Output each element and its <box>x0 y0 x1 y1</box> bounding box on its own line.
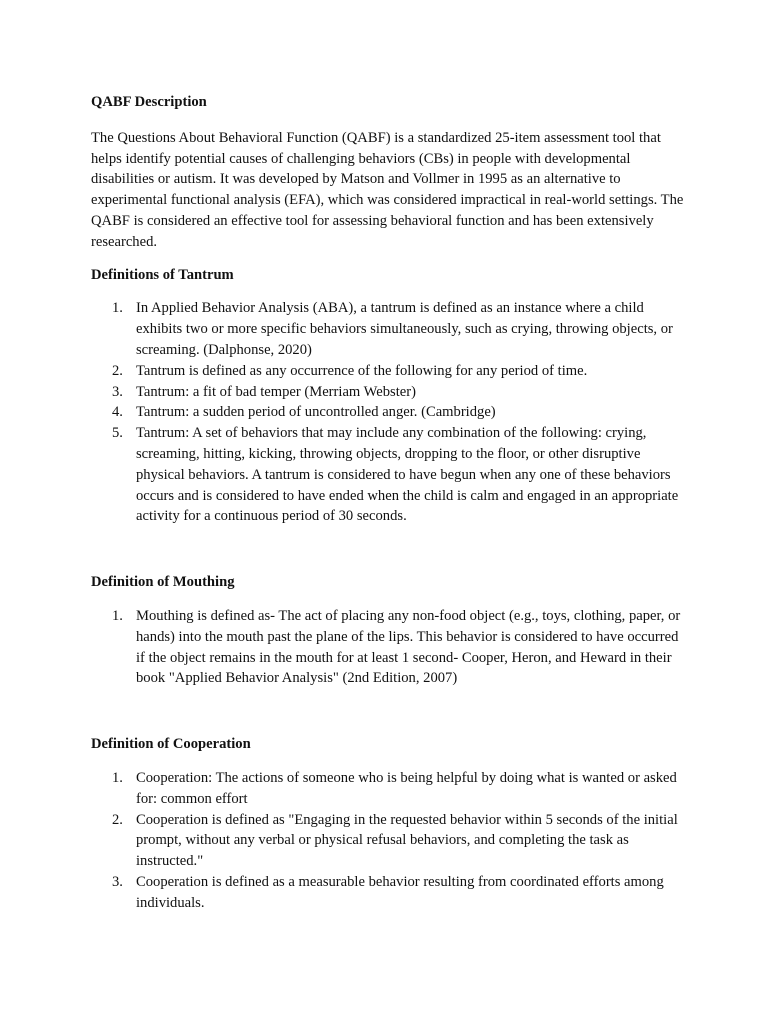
list-item <box>91 423 687 527</box>
tantrum-heading: Definitions of Tantrum <box>91 266 234 283</box>
list-item-text: Tantrum: A set of behaviors that may include any combination of the following: crying, screaming, hitting, kicking, throwing objects, dropping to the floor, or other disruptive physical behaviors. A tantrum is considered to have begun when any one of these behaviors occurs and is considered to have ended when the child is calm and engaged in an appropriate activity for a continuous period of 30 seconds. <box>136 425 679 525</box>
list-item <box>91 382 687 403</box>
list-item-text: Tantrum is defined as any occurrence of the following for any period of time. <box>136 362 588 379</box>
list-number: 5. <box>112 425 123 442</box>
list-number: 1. <box>112 769 123 786</box>
cooperation-heading: Definition of Cooperation <box>91 736 251 753</box>
list-item <box>91 810 687 872</box>
list-number: 2. <box>112 362 123 379</box>
document-body <box>91 92 687 914</box>
list-item <box>91 402 687 423</box>
list-item-text: Cooperation: The actions of someone who is being helpful by doing what is wanted or asked for: common effort <box>136 769 677 807</box>
list-number: 1. <box>112 300 123 317</box>
list-number: 2. <box>112 811 123 828</box>
list-item <box>91 298 687 360</box>
list-number: 3. <box>112 383 123 400</box>
list-item-text: Cooperation is defined as a measurable behavior resulting from coordinated efforts among individuals. <box>136 873 664 911</box>
list-item-text: Cooperation is defined as "Engaging in the requested behavior within 5 seconds of the initial prompt, without any verbal or physical refusal behaviors, and completing the task as instructed." <box>136 811 678 870</box>
list-number: 1. <box>112 607 123 624</box>
list-number: 4. <box>112 404 123 421</box>
list-item-text: In Applied Behavior Analysis (ABA), a tantrum is defined as an instance where a child exhibits two or more specific behaviors simultaneously, such as crying, throwing objects, or screaming. (Dalphonse, 2020) <box>136 300 673 358</box>
cooperation-list <box>91 768 687 914</box>
list-item-text: Tantrum: a fit of bad temper (Merriam Webster) <box>136 383 416 400</box>
qabf-paragraph: The Questions About Behavioral Function (QABF) is a standardized 25-item assessment tool that helps identify potential causes of challenging behaviors (CBs) in people with developmental disabilities or autism. It was developed by Matson and Vollmer in 1995 as an alternative to experimental functional analysis (EFA), which was considered impractical in real-world settings. The QABF is considered an effective tool for assessing behavioral function and has been extensively researched. <box>91 129 684 250</box>
list-item <box>91 606 687 689</box>
list-item <box>91 361 687 382</box>
list-number: 3. <box>112 873 123 890</box>
list-item-text: Tantrum: a sudden period of uncontrolled anger. (Cambridge) <box>136 404 496 421</box>
mouthing-heading: Definition of Mouthing <box>91 574 235 591</box>
list-item <box>91 872 687 914</box>
mouthing-list <box>91 606 687 689</box>
list-item-text: Mouthing is defined as- The act of placing any non-food object (e.g., toys, clothing, paper, or hands) into the mouth past the plane of the lips. This behavior is considered to have occurred if the object remains in the mouth for at least 1 second- Cooper, Heron, and Heward in their book "Applied Behavior Analysis" (2nd Edition, 2007) <box>136 607 681 687</box>
tantrum-list <box>91 298 687 527</box>
list-item <box>91 768 687 810</box>
qabf-heading: QABF Description <box>91 94 207 110</box>
